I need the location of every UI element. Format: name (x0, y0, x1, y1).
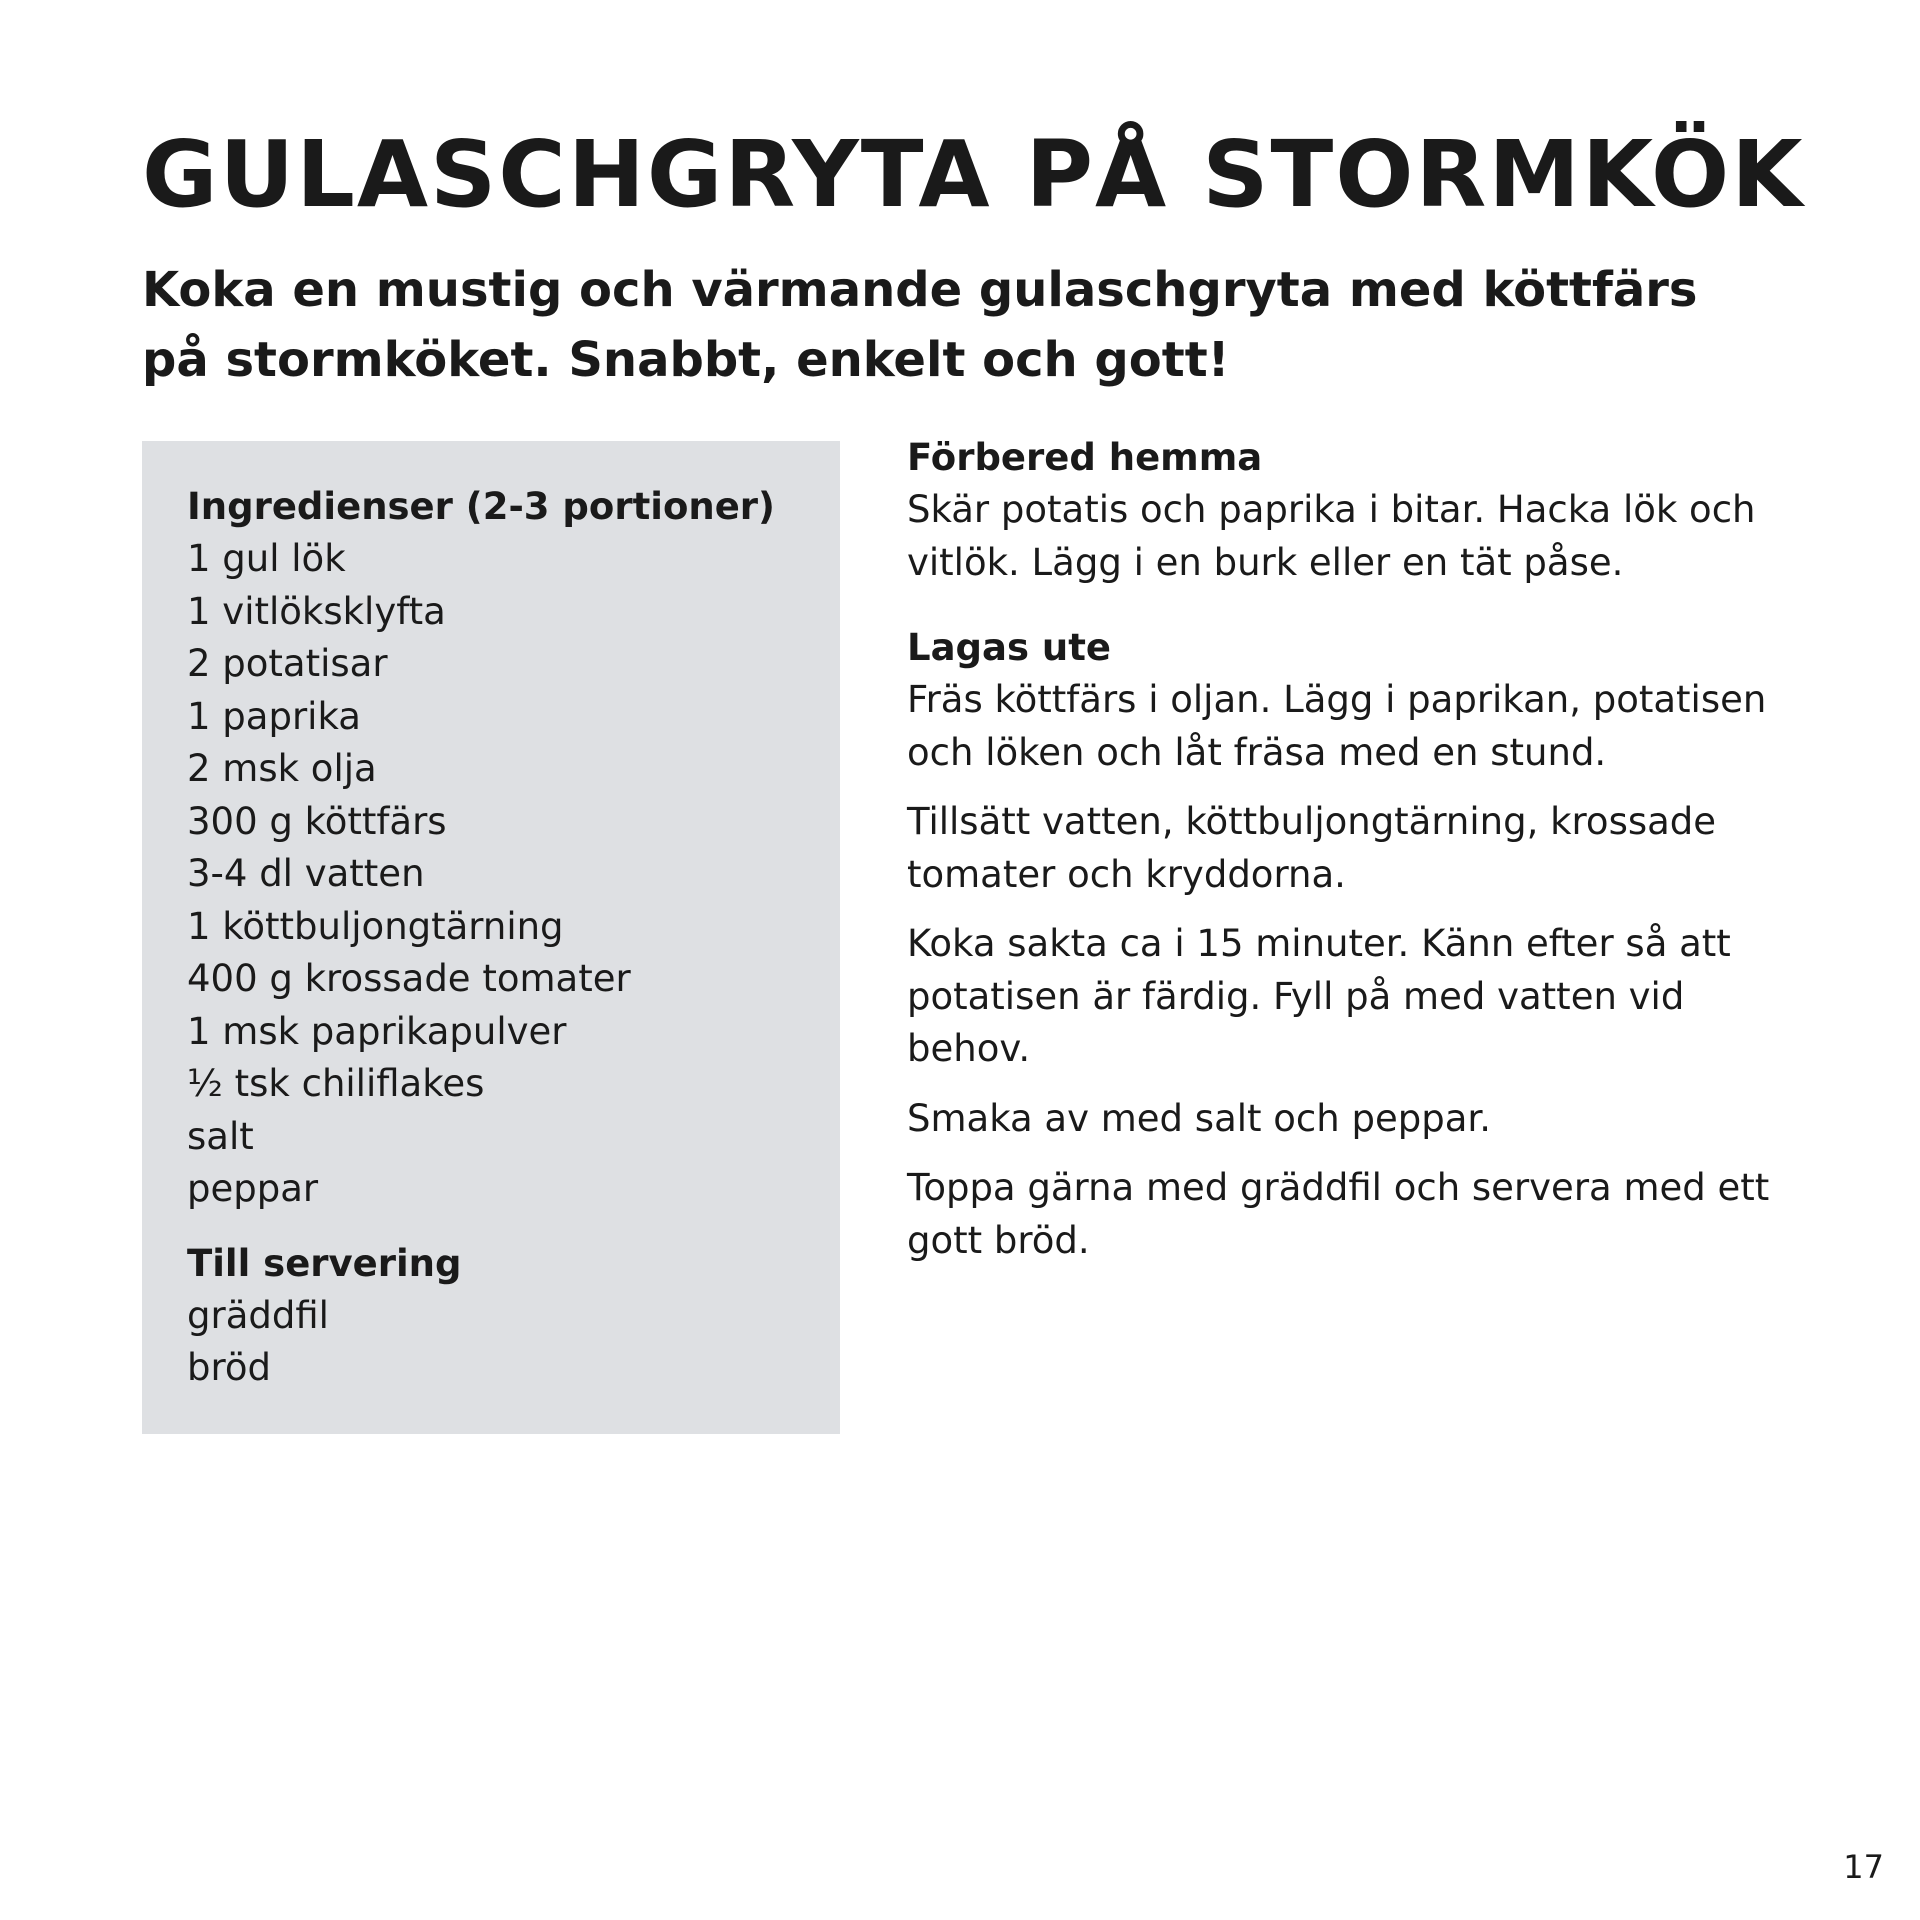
prepare-text: Skär potatis och paprika i bitar. Hacka lök och vitlök. Lägg i en burk eller en tät påse. (907, 488, 1756, 584)
ingredient-item: 1 msk paprikapulver (187, 1009, 567, 1053)
ingredient-item: 1 gul lök (187, 537, 346, 580)
ingredient-item: ½ tsk chiliflakes (187, 1062, 485, 1105)
cook-step: Fräs köttfärs i oljan. Lägg i paprikan, potatisen och löken och låt fräsa med en stund. (907, 678, 1767, 774)
cook-step: Toppa gärna med gräddfil och servera med ett gott bröd. (907, 1166, 1770, 1262)
cook-step: Smaka av med salt och peppar. (907, 1096, 1491, 1140)
serving-item: gräddfil (187, 1293, 329, 1337)
ingredient-item: 2 msk olja (187, 747, 377, 790)
recipe-title: GULASCHGRYTA PÅ STORMKÖK (142, 121, 1805, 228)
serving-list (187, 1290, 840, 1395)
recipe-subtitle: Koka en mustig och värmande gulaschgryta med köttfärs på stormköket. Snabbt, enkelt och gott! (142, 262, 1698, 388)
cook-step: Koka sakta ca i 15 minuter. Känn efter så att potatisen är färdig. Fyll på med vatten vid behov. (907, 922, 1731, 1070)
ingredient-item: 300 g köttfärs (187, 799, 447, 843)
ingredient-item: salt (187, 1114, 254, 1158)
cook-step: Tillsätt vatten, köttbuljongtärning, krossade tomater och kryddorna. (907, 800, 1717, 896)
ingredient-item: peppar (187, 1167, 319, 1210)
serving-heading: Till servering (187, 1241, 462, 1285)
prepare-heading: Förbered hemma (907, 436, 1263, 479)
serving-item: bröd (187, 1346, 272, 1389)
ingredient-item: 3-4 dl vatten (187, 852, 425, 895)
ingredient-item: 1 paprika (187, 694, 361, 738)
cook-heading: Lagas ute (907, 626, 1112, 669)
instructions-column (907, 432, 1807, 1267)
ingredients-list (187, 533, 840, 1216)
ingredient-item: 1 köttbuljongtärning (187, 904, 564, 948)
ingredient-item: 400 g krossade tomater (187, 957, 631, 1000)
ingredient-item: 2 potatisar (187, 642, 388, 685)
page-number: 17 (1843, 1848, 1884, 1886)
ingredients-box (142, 441, 840, 1434)
ingredient-item: 1 vitlöksklyfta (187, 589, 446, 633)
ingredients-heading: Ingredienser (2-3 portioner) (187, 485, 775, 528)
